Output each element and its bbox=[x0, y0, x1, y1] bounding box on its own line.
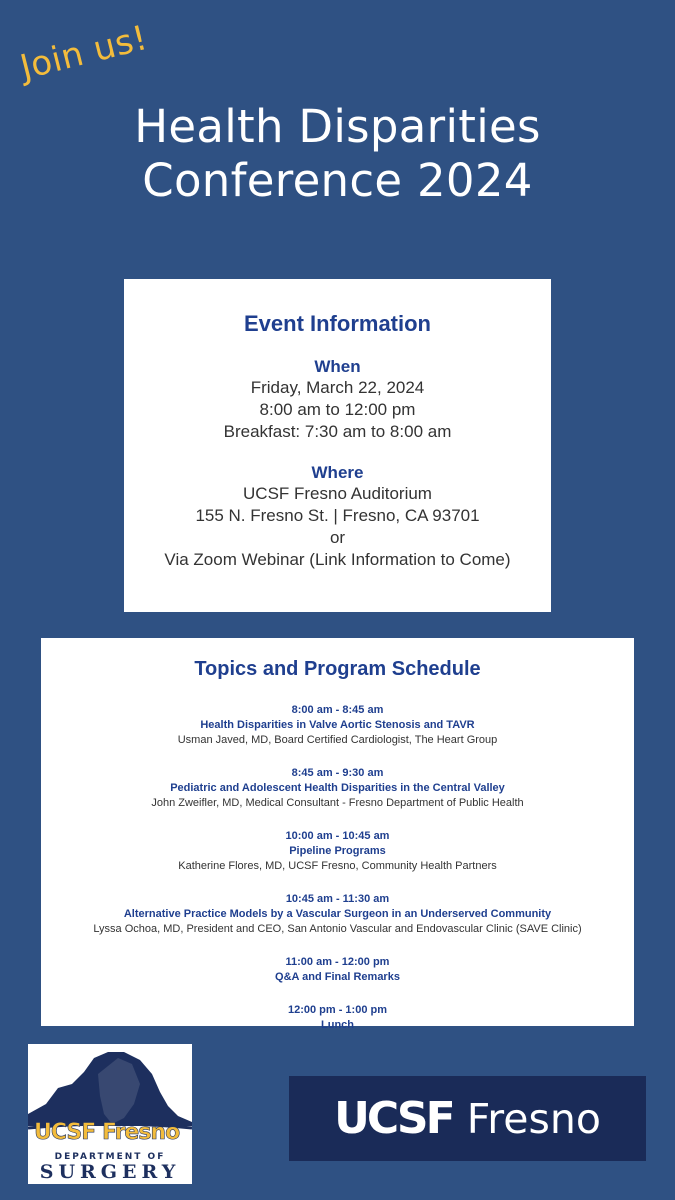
dept-department-text: DEPARTMENT OF bbox=[54, 1152, 166, 1162]
where-label: Where bbox=[311, 463, 364, 482]
schedule-topic: Pediatric and Adolescent Health Disparities in the Central Valley bbox=[170, 782, 505, 794]
dept-ucsf-fresno-text: UCSF Fresno bbox=[34, 1120, 180, 1145]
schedule-item bbox=[41, 892, 634, 937]
where-or: or bbox=[329, 528, 346, 547]
schedule-speaker: Lyssa Ochoa, MD, President and CEO, San Antonio Vascular and Endovascular Clinic (SAVE Clinic) bbox=[93, 923, 582, 935]
when-date: Friday, March 22, 2024 bbox=[250, 378, 425, 397]
schedule-time: 10:45 am - 11:30 am bbox=[285, 893, 390, 905]
title-line-1: Health Disparities bbox=[134, 100, 541, 153]
schedule-topic: Lunch bbox=[321, 1019, 354, 1031]
department-of-surgery-logo bbox=[28, 1044, 192, 1184]
when-time: 8:00 am to 12:00 pm bbox=[259, 400, 416, 419]
schedule-topic: Alternative Practice Models by a Vascular Surgeon in an Underserved Community bbox=[123, 908, 552, 920]
where-venue: UCSF Fresno Auditorium bbox=[243, 484, 432, 503]
event-information-card bbox=[124, 279, 551, 612]
ucsf-fresno-logo bbox=[289, 1076, 646, 1161]
schedule-topic: Q&A and Final Remarks bbox=[275, 971, 400, 983]
schedule-time: 8:00 am - 8:45 am bbox=[291, 704, 384, 716]
schedule-time: 10:00 am - 10:45 am bbox=[285, 830, 390, 842]
schedule-time: 11:00 am - 12:00 pm bbox=[285, 956, 390, 968]
where-zoom: Via Zoom Webinar (Link Information to Come) bbox=[164, 550, 511, 569]
dept-surgery-text: SURGERY bbox=[39, 1161, 181, 1183]
join-us-text: Join us! bbox=[16, 17, 152, 89]
schedule-item bbox=[41, 955, 634, 985]
page-title bbox=[0, 100, 675, 208]
program-schedule-card bbox=[41, 638, 634, 1031]
where-address: 155 N. Fresno St. | Fresno, CA 93701 bbox=[195, 506, 480, 525]
schedule-item bbox=[41, 703, 634, 748]
schedule-item bbox=[41, 1003, 634, 1033]
event-heading: Event Information bbox=[243, 311, 431, 336]
title-line-2: Conference 2024 bbox=[142, 154, 533, 207]
ucsf-wordmark: UCSF bbox=[334, 1093, 453, 1144]
schedule-heading: Topics and Program Schedule bbox=[194, 658, 481, 680]
schedule-time: 8:45 am - 9:30 am bbox=[291, 767, 384, 779]
schedule-time: 12:00 pm - 1:00 pm bbox=[287, 1004, 388, 1016]
schedule-topic: Health Disparities in Valve Aortic Stenosis and TAVR bbox=[200, 719, 475, 731]
schedule-speaker: Usman Javed, MD, Board Certified Cardiologist, The Heart Group bbox=[177, 734, 498, 746]
schedule-speaker: John Zweifler, MD, Medical Consultant - Fresno Department of Public Health bbox=[151, 797, 524, 809]
fresno-wordmark: Fresno bbox=[466, 1094, 601, 1143]
schedule-speaker: Katherine Flores, MD, UCSF Fresno, Community Health Partners bbox=[178, 860, 497, 872]
schedule-topic: Pipeline Programs bbox=[289, 845, 386, 857]
schedule-item bbox=[41, 829, 634, 874]
when-label: When bbox=[314, 357, 361, 376]
schedule-item bbox=[41, 766, 634, 811]
when-breakfast: Breakfast: 7:30 am to 8:00 am bbox=[223, 422, 452, 441]
